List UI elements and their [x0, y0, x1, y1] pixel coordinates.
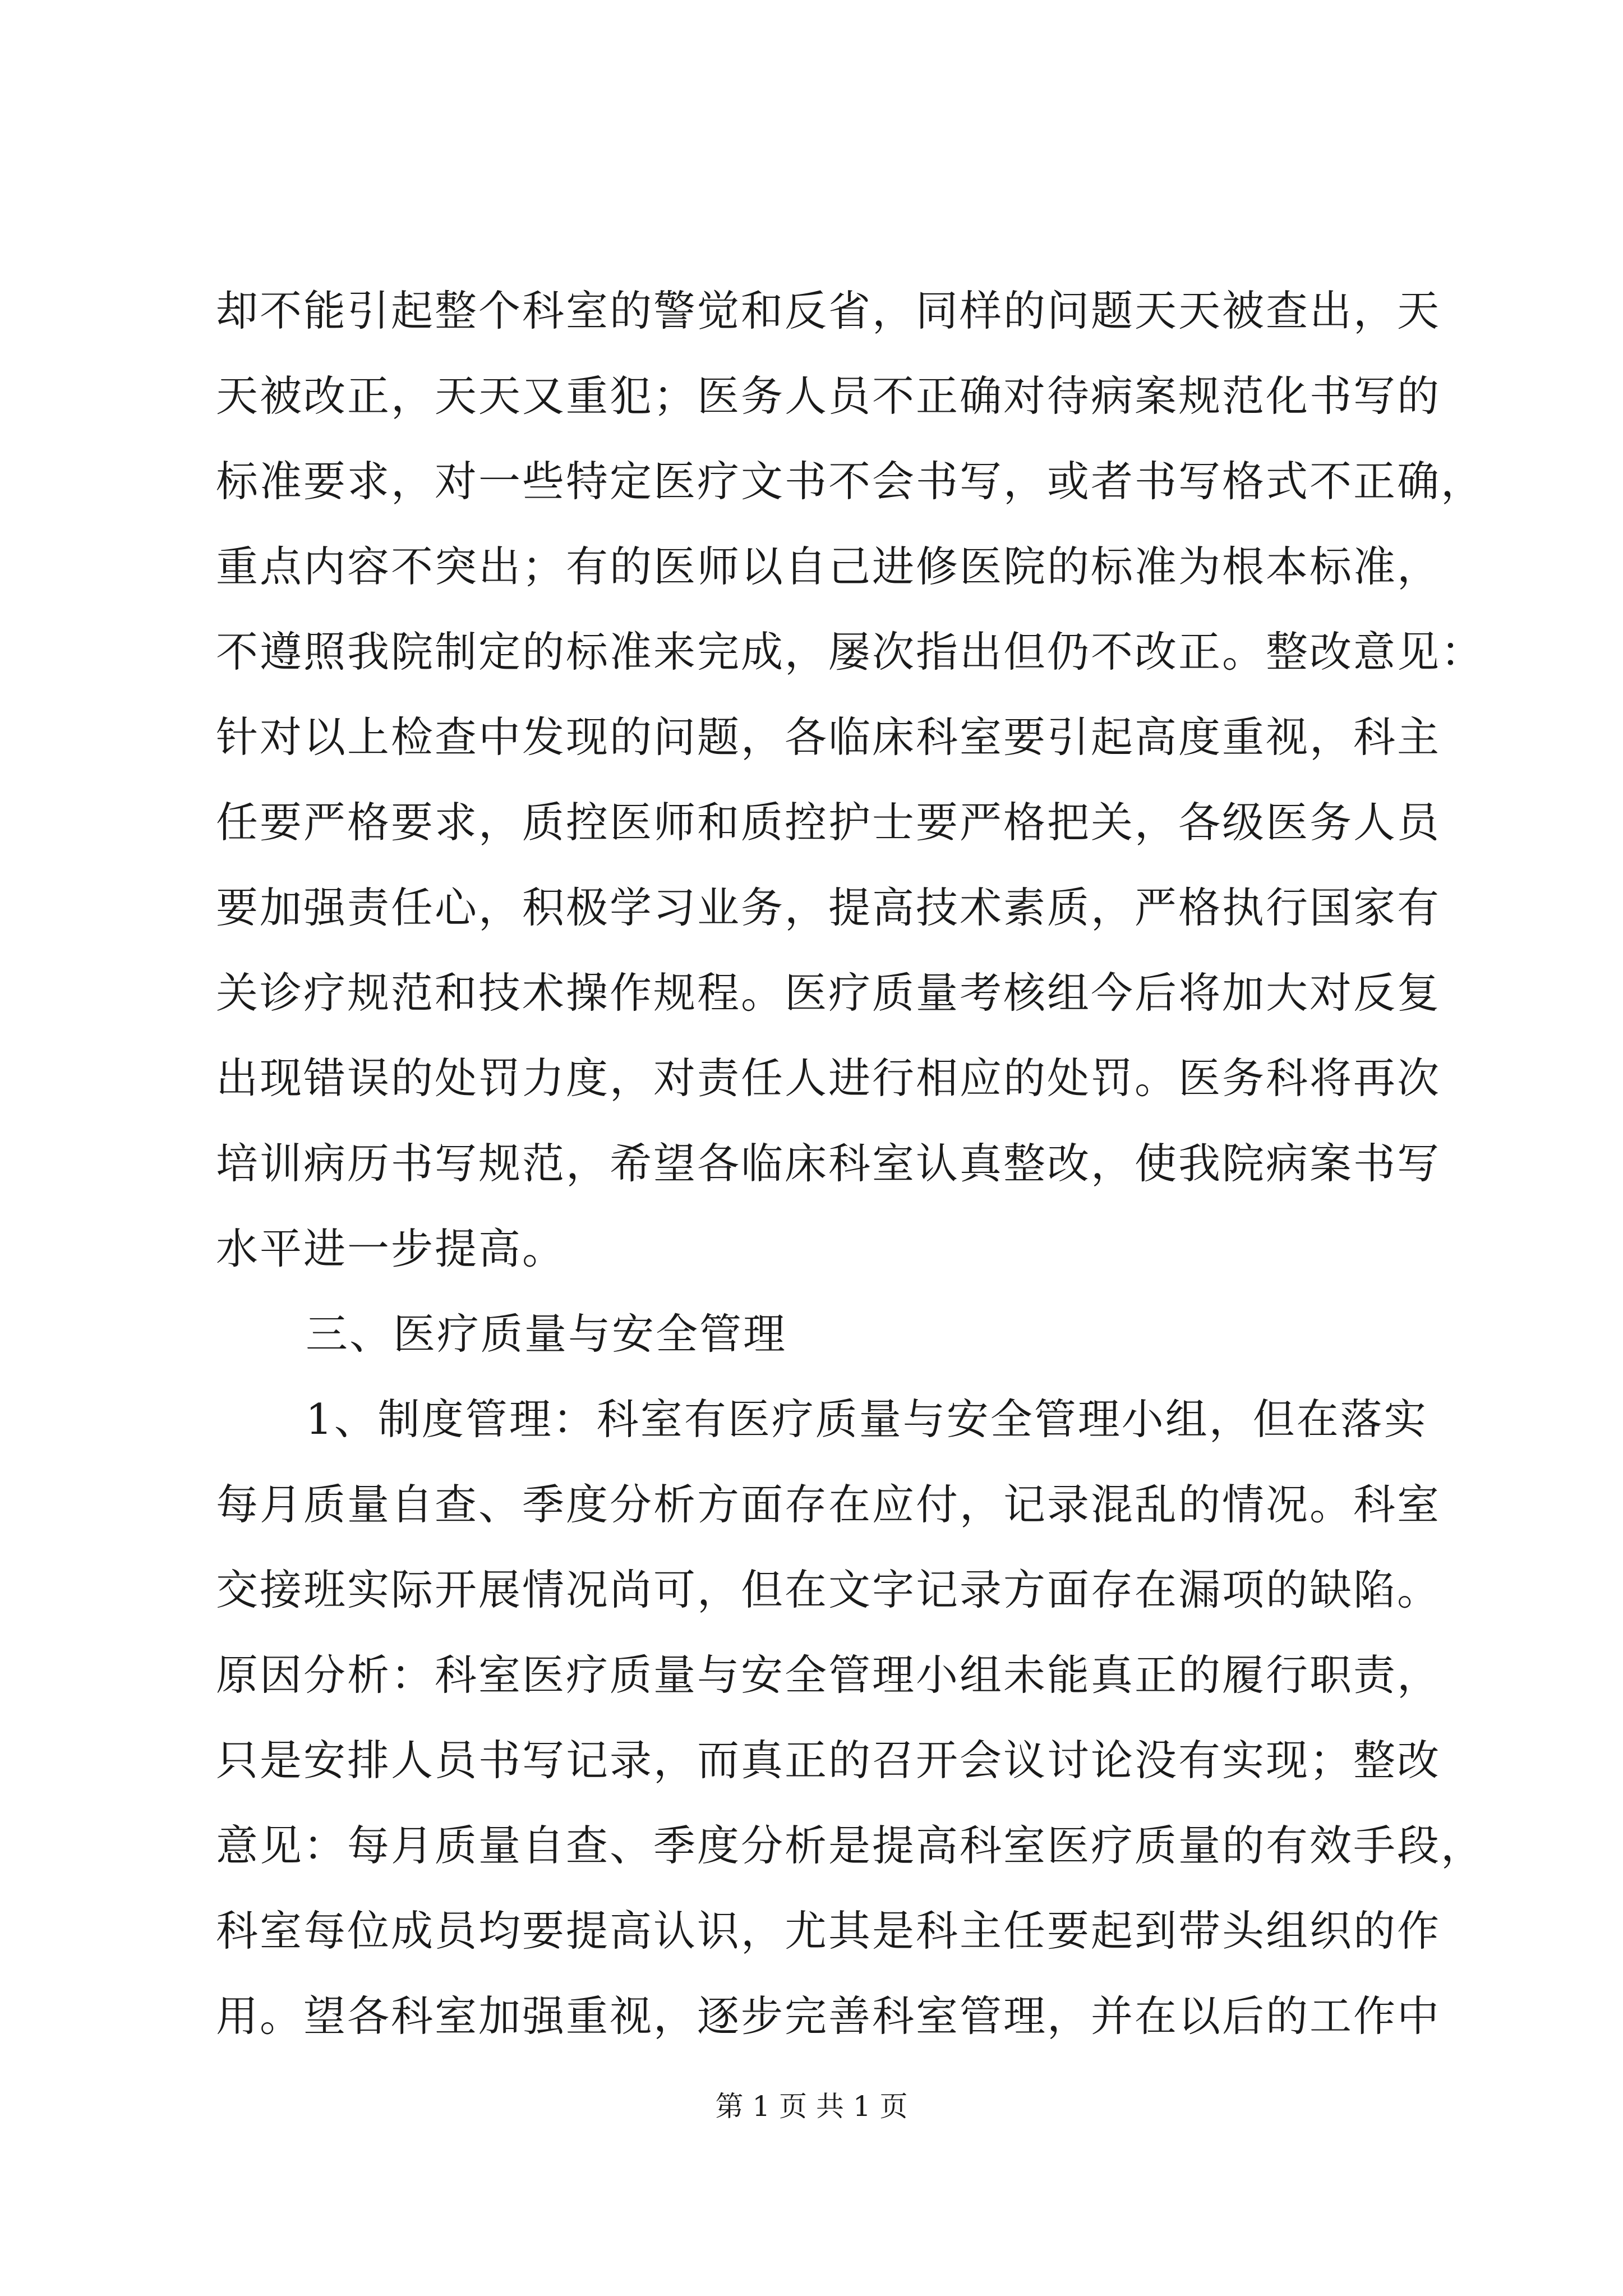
text-line: 任要严格要求，质控医师和质控护士要严格把关，各级医务人员: [216, 798, 1441, 847]
text-line: 交接班实际开展情况尚可，但在文字记录方面存在漏项的缺陷。: [216, 1565, 1441, 1614]
text-line: 科室每位成员均要提高认识，尤其是科主任要起到带头组织的作: [216, 1906, 1441, 1955]
text-line: 关诊疗规范和技术操作规程。医疗质量考核组今后将加大对反复: [216, 968, 1441, 1018]
text-line: 针对以上检查中发现的问题，各临床科室要引起高度重视，科主: [216, 712, 1441, 762]
text-line: 培训病历书写规范，希望各临床科室认真整改，使我院病案书写: [216, 1139, 1441, 1188]
text-line: 水平进一步提高。: [216, 1224, 566, 1273]
text-line: 只是安排人员书写记录，而真正的召开会议讨论没有实现；整改: [216, 1736, 1441, 1785]
paragraph-start-line: 1、制度管理：科室有医疗质量与安全管理小组，但在落实: [306, 1395, 1428, 1444]
text-line: 出现错误的处罚力度，对责任人进行相应的处罚。医务科将再次: [216, 1053, 1441, 1103]
body-text: [216, 268, 1485, 2059]
text-line: 不遵照我院制定的标准来完成，屡次指出但仍不改正。整改意见：: [216, 627, 1485, 677]
text-line: 要加强责任心，积极学习业务，提高技术素质，严格执行国家有: [216, 883, 1441, 932]
text-line: 用。望各科室加强重视，逐步完善科室管理，并在以后的工作中: [216, 1991, 1441, 2041]
page-footer: 第 1 页 共 1 页: [715, 2090, 908, 2123]
text-line: 重点内容不突出；有的医师以自己进修医院的标准为根本标准，: [216, 542, 1441, 591]
text-line: 天被改正，天天又重犯；医务人员不正确对待病案规范化书写的: [216, 371, 1441, 421]
text-line: 原因分析：科室医疗质量与安全管理小组未能真正的履行职责，: [216, 1650, 1441, 1700]
text-line: 意见：每月质量自查、季度分析是提高科室医疗质量的有效手段，: [216, 1821, 1485, 1870]
text-line: 标准要求，对一些特定医疗文书不会书写，或者书写格式不正确，: [216, 457, 1485, 506]
text-line: 每月质量自查、季度分析方面存在应付，记录混乱的情况。科室: [216, 1480, 1441, 1529]
section-heading: 三、医疗质量与安全管理: [306, 1309, 787, 1359]
text-line: 却不能引起整个科室的警觉和反省，同样的问题天天被查出，天: [216, 286, 1441, 335]
